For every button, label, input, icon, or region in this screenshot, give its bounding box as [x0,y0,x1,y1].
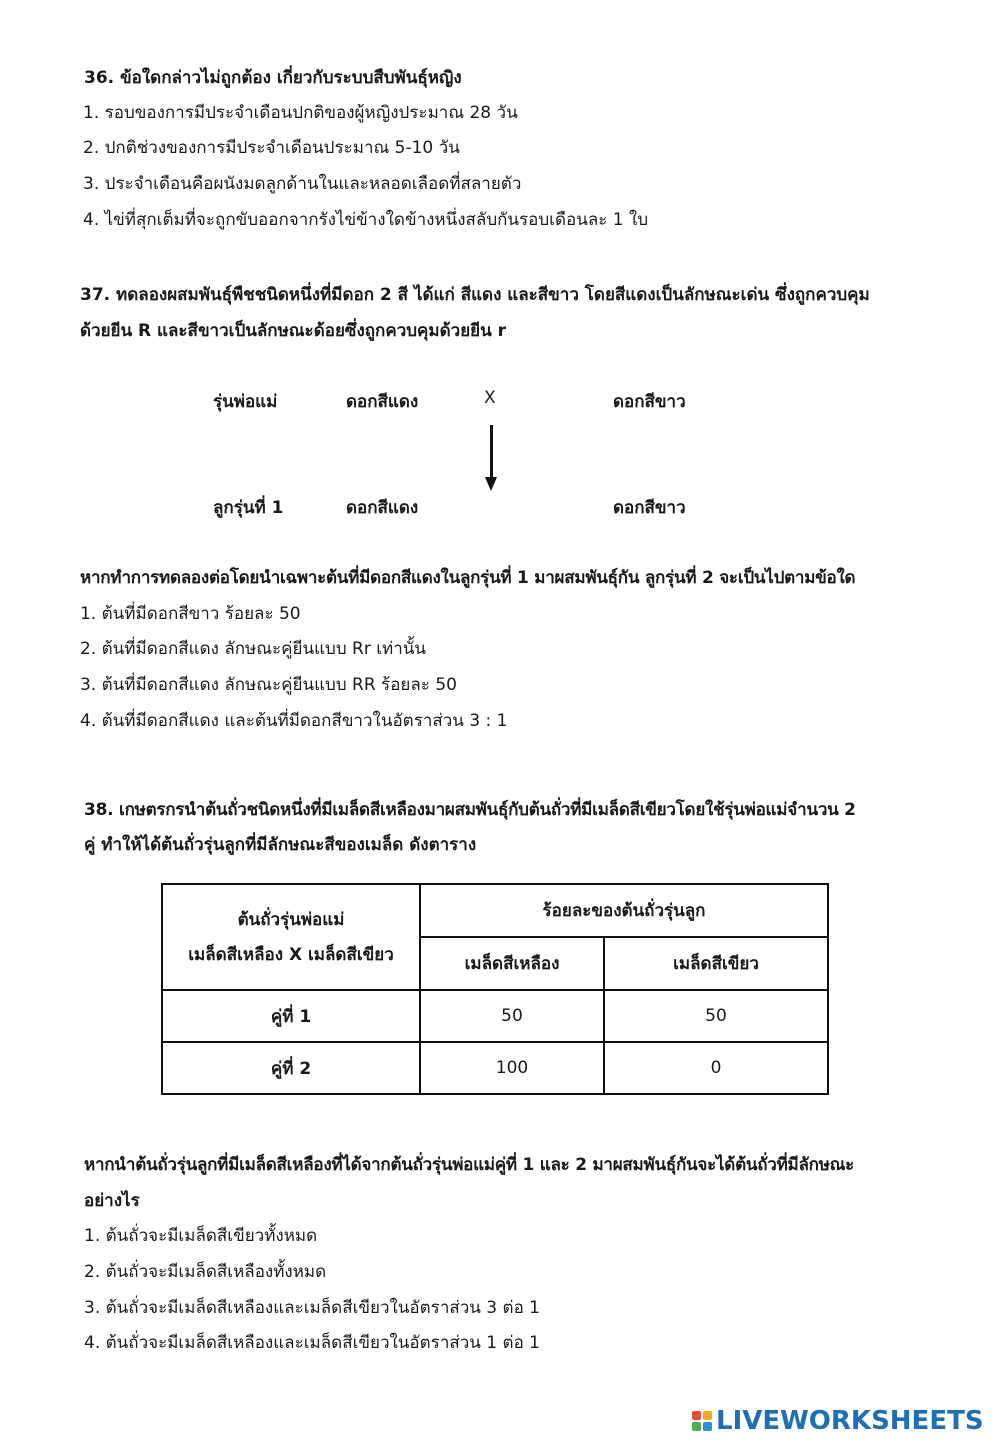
parent-generation-label: รุ่นพ่อแม่ [213,392,278,412]
f1-generation-label: ลูกรุ่นที่ 1 [213,498,284,518]
q36-option-2[interactable]: 2. ปกติช่วงของการมีประจำเดือนประมาณ 5-10 วัน [83,138,460,158]
arrow-head-icon [485,477,497,491]
results-table [161,883,829,1095]
logo-square-icon [703,1411,712,1420]
logo-square-icon [692,1422,701,1431]
down-arrow-icon [490,425,493,480]
liveworksheets-logo[interactable] [692,1405,984,1437]
parent-white-flower: ดอกสีขาว [613,392,686,412]
logo-text: LIVEWORKSHEETS [716,1406,984,1436]
f1-white-flower: ดอกสีขาว [613,498,686,518]
yellow-seed-column-header: เมล็ดสีเหลือง [420,937,604,990]
row-label: คู่ที่ 1 [162,990,420,1042]
q37-option-1[interactable]: 1. ต้นที่มีดอกสีขาว ร้อยละ 50 [80,604,301,624]
q38-title-line1: 38. เกษตรกรนำต้นถั่วชนิดหนึ่งที่มีเมล็ดสีเหลืองมาผสมพันธุ์กับต้นถั่วที่มีเมล็ดสีเขียวโดยใช้รุ่นพ่อแม่จำนวน 2 [84,800,856,820]
q37-option-2[interactable]: 2. ต้นที่มีดอกสีแดง ลักษณะคู่ยีนแบบ Rr เท่านั้น [80,639,427,659]
offspring-percent-header: ร้อยละของต้นถั่วรุ่นลูก [420,884,828,937]
corner-header-line2: เมล็ดสีเหลือง X เมล็ดสีเขียว [188,945,394,965]
green-percent-cell: 0 [604,1042,828,1094]
table-row [162,990,828,1042]
green-percent-cell: 50 [604,990,828,1042]
q36-option-4[interactable]: 4. ไข่ที่สุกเต็มที่จะถูกขับออกจากรังไข่ข้างใดข้างหนึ่งสลับกันรอบเดือนละ 1 ใบ [83,210,649,230]
q37-title-line2: ด้วยยีน R และสีขาวเป็นลักษณะด้อยซึ่งถูกควบคุมด้วยยีน r [80,321,507,341]
q38-title-line2: คู่ ทำให้ได้ต้นถั่วรุ่นลูกที่มีลักษณะสีของเมล็ด ดังตาราง [84,835,477,855]
q37-title-line1: 37. ทดลองผสมพันธุ์พืชชนิดหนึ่งที่มีดอก 2 สี ได้แก่ สีแดง และสีขาว โดยสีแดงเป็นลักษณะเด่น ซึ่งถูกควบคุม [80,285,870,305]
logo-square-icon [703,1422,712,1431]
yellow-percent-cell: 100 [420,1042,604,1094]
corner-header-line1: ต้นถั่วรุ่นพ่อแม่ [237,910,345,930]
row-label: คู่ที่ 2 [162,1042,420,1094]
q38-option-3[interactable]: 3. ต้นถั่วจะมีเมล็ดสีเหลืองและเมล็ดสีเขียวในอัตราส่วน 3 ต่อ 1 [84,1298,540,1318]
logo-square-icon [692,1411,701,1420]
liveworksheets-logo-icon [692,1411,712,1431]
q36-title: 36. ข้อใดกล่าวไม่ถูกต้อง เกี่ยวกับระบบสืบพันธุ์หญิง [84,68,462,88]
q37-option-3[interactable]: 3. ต้นที่มีดอกสีแดง ลักษณะคู่ยีนแบบ RR ร้อยละ 50 [80,675,457,695]
f1-red-flower: ดอกสีแดง [346,498,419,518]
q38-question-line1: หากนำต้นถั่วรุ่นลูกที่มีเมล็ดสีเหลืองที่ได้จากต้นถั่วรุ่นพ่อแม่คู่ที่ 1 และ 2 มาผสมพันธุ์กันจะได้ต้นถั่วที่มีลักษณะ [84,1155,855,1175]
yellow-percent-cell: 50 [420,990,604,1042]
q37-question: หากทำการทดลองต่อโดยนำเฉพาะต้นที่มีดอกสีแดงในลูกรุ่นที่ 1 มาผสมพันธุ์กัน ลูกรุ่นที่ 2 จะเป็นไปตามข้อใด [80,568,856,588]
parent-red-flower: ดอกสีแดง [346,392,419,412]
q36-option-3[interactable]: 3. ประจำเดือนคือผนังมดลูกด้านในและหลอดเลือดที่สลายตัว [83,174,522,194]
q38-option-2[interactable]: 2. ต้นถั่วจะมีเมล็ดสีเหลืองทั้งหมด [84,1262,327,1282]
q36-option-1[interactable]: 1. รอบของการมีประจำเดือนปกติของผู้หญิงประมาณ 28 วัน [83,103,518,123]
cross-symbol: X [484,388,496,408]
q38-option-1[interactable]: 1. ต้นถั่วจะมีเมล็ดสีเขียวทั้งหมด [84,1226,318,1246]
q38-question-line2: อย่างไร [84,1191,140,1211]
table-row [162,1042,828,1094]
green-seed-column-header: เมล็ดสีเขียว [604,937,828,990]
table-corner-header [162,884,420,990]
q37-option-4[interactable]: 4. ต้นที่มีดอกสีแดง และต้นที่มีดอกสีขาวในอัตราส่วน 3 : 1 [80,711,508,731]
q38-option-4[interactable]: 4. ต้นถั่วจะมีเมล็ดสีเหลืองและเมล็ดสีเขียวในอัตราส่วน 1 ต่อ 1 [84,1333,540,1353]
